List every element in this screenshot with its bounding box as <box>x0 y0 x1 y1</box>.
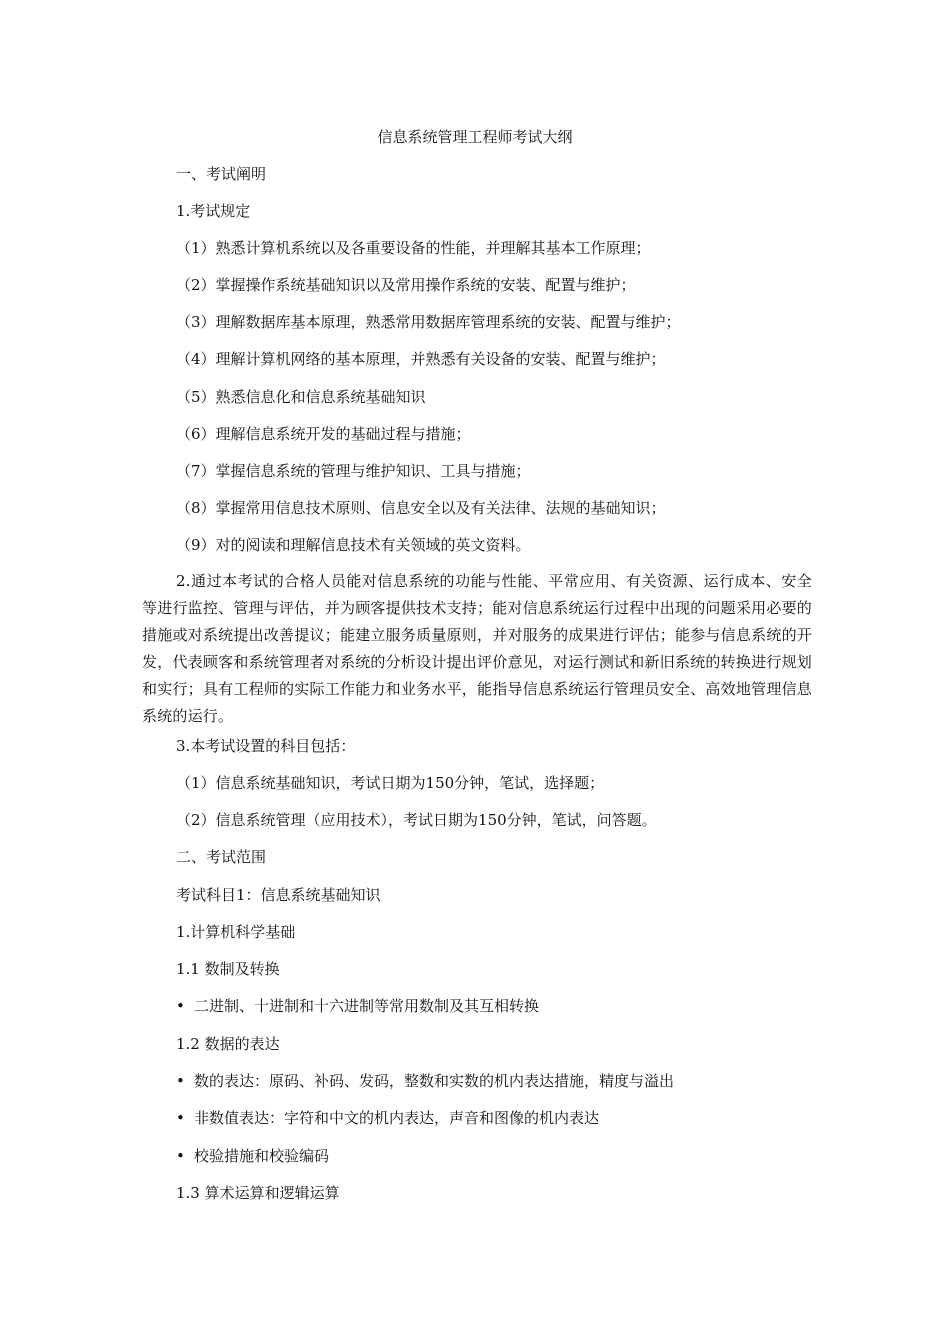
bullet-icon: • <box>176 1109 185 1127</box>
qualification-paragraph: 2.通过本考试的合格人员能对信息系统的功能与性能、平常应用、有关资源、运行成本、安全等进行监控、管理与评估，并为顾客提供技术支持；能对信息系统运行过程中出现的问题采用必要的措施或对系统提出改善提议；能建立服务质量原则，并对服务的成果进行评估；能参与信息系统的开发，代表顾客和系统管理者对系统的分析设计提出评价意见，对运行测试和新旧系统的转换进行规划和实行；具有工程师的实际工作能力和业务水平，能指导信息系统运行管理员安全、高效地管理信息系统的运行。 <box>142 572 812 725</box>
bullet-item <box>176 1107 599 1129</box>
requirement-item: （7）掌握信息系统的管理与维护知识、工具与措施； <box>176 462 531 480</box>
requirement-item: （9）对的阅读和理解信息技术有关领域的英文资料。 <box>176 536 531 554</box>
bullet-text: 数的表达：原码、补码、发码，整数和实数的机内表达措施，精度与溢出 <box>194 1072 675 1090</box>
bullet-item <box>176 1070 674 1092</box>
requirement-item: （3）理解数据库基本原理，熟悉常用数据库管理系统的安装、配置与维护； <box>176 313 681 331</box>
section-heading-scope: 二、考试范围 <box>176 848 267 866</box>
subject-heading: 考试科目1：信息系统基础知识 <box>176 886 381 904</box>
requirement-item: （6）理解信息系统开发的基础过程与措施； <box>176 425 471 443</box>
subject-item: （1）信息系统基础知识，考试日期为150分钟，笔试，选择题； <box>176 774 605 792</box>
bullet-item <box>176 995 539 1017</box>
subsection-heading-subjects: 3.本考试设置的科目包括： <box>176 737 356 755</box>
requirement-item: （5）熟悉信息化和信息系统基础知识 <box>176 388 426 406</box>
subject-item: （2）信息系统管理（应用技术），考试日期为150分钟，笔试，问答题。 <box>176 811 657 829</box>
bullet-text: 非数值表达：字符和中文的机内表达，声音和图像的机内表达 <box>194 1109 600 1127</box>
requirement-item: （1）熟悉计算机系统以及各重要设备的性能，并理解其基本工作原理； <box>176 239 651 257</box>
topic-heading: 1.计算机科学基础 <box>176 923 296 941</box>
bullet-icon: • <box>176 1072 185 1090</box>
bullet-text: 二进制、十进制和十六进制等常用数制及其互相转换 <box>194 997 540 1015</box>
topic-subheading: 1.3 算术运算和逻辑运算 <box>176 1184 340 1202</box>
document-title: 信息系统管理工程师考试大纲 <box>377 128 573 146</box>
requirement-item: （4）理解计算机网络的基本原理，并熟悉有关设备的安装、配置与维护； <box>176 350 666 368</box>
bullet-icon: • <box>176 1147 185 1165</box>
subsection-heading-requirements: 1.考试规定 <box>176 202 251 220</box>
section-heading-explanation: 一、考试阐明 <box>176 165 267 183</box>
topic-subheading: 1.1 数制及转换 <box>176 960 280 978</box>
bullet-icon: • <box>176 997 185 1015</box>
bullet-item <box>176 1145 329 1167</box>
bullet-text: 校验措施和校验编码 <box>194 1147 330 1165</box>
requirement-item: （8）掌握常用信息技术原则、信息安全以及有关法律、法规的基础知识； <box>176 499 666 517</box>
requirement-item: （2）掌握操作系统基础知识以及常用操作系统的安装、配置与维护； <box>176 276 636 294</box>
topic-subheading: 1.2 数据的表达 <box>176 1035 280 1053</box>
